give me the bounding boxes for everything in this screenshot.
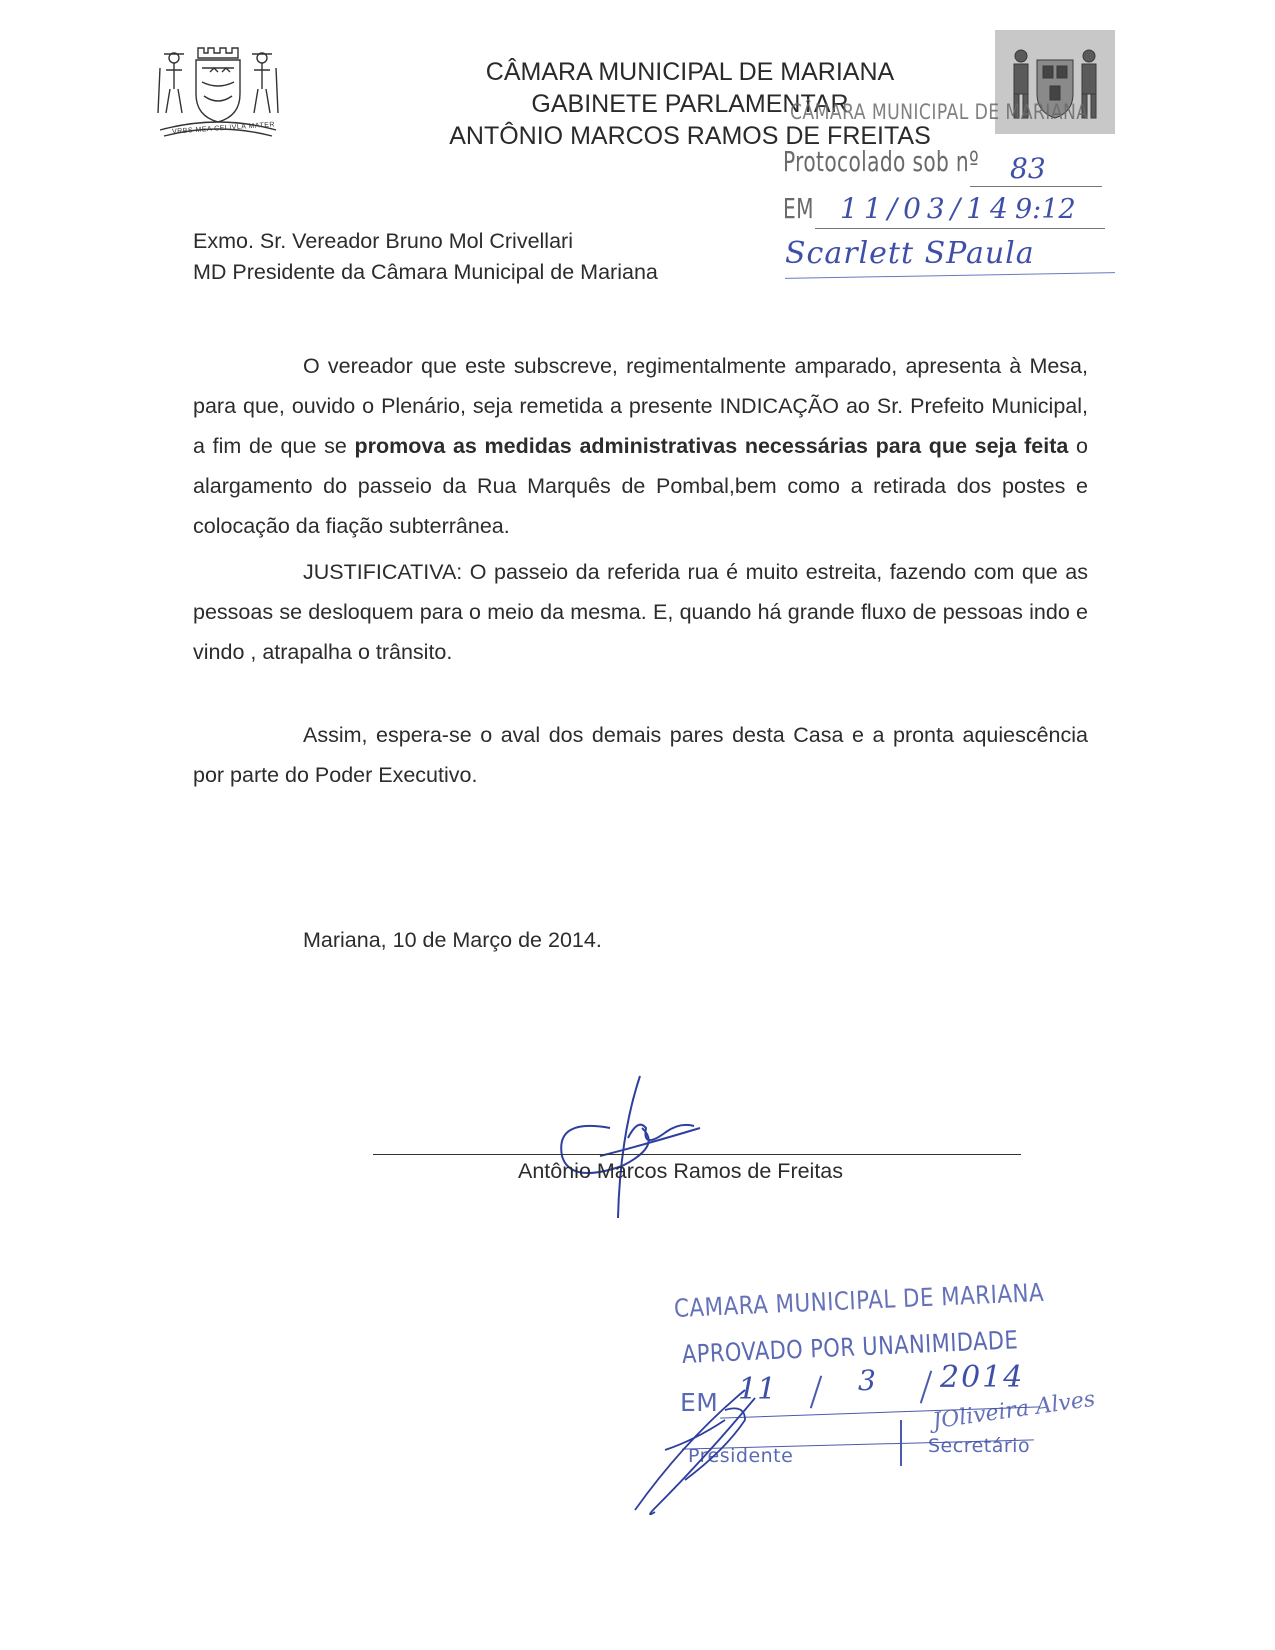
protocol-stamp-title: CÂMARA MUNICIPAL DE MARIANA <box>790 100 1089 124</box>
protocol-signature-underline <box>785 272 1115 279</box>
protocol-date-line <box>815 228 1105 229</box>
approval-em-label: EM <box>680 1388 719 1417</box>
date-line: Mariana, 10 de Março de 2014. <box>303 928 602 952</box>
author-signature-scrawl <box>540 1068 720 1218</box>
header-line-2: GABINETE PARLAMENTAR <box>531 90 849 118</box>
approval-month: 3 <box>858 1364 876 1397</box>
municipal-crest <box>150 38 285 148</box>
approval-stamp-line-2: APROVADO POR UNANIMIDADE <box>681 1325 1019 1369</box>
approval-secretary-signature: JOliveira Alves <box>931 1386 1097 1435</box>
p1-part-2: o alargamento do passeio da Rua Marquês de Pombal,bem como a retirada dos postes e colocação da fiação subterrânea. <box>193 434 1088 538</box>
addressee-line-2: MD Presidente da Câmara Municipal de Mariana <box>193 260 658 284</box>
body-paragraph-1 <box>193 346 1088 546</box>
crest-motto: VRBS MEA CELIVLA MATER <box>171 121 276 136</box>
approval-president-label: Presidente <box>688 1445 794 1467</box>
protocol-label: Protocolado sob nº <box>783 145 979 178</box>
protocol-signature: Scarlett SPaula <box>785 236 1035 271</box>
header-line-3: ANTÔNIO MARCOS RAMOS DE FREITAS <box>449 122 931 150</box>
protocol-date: 11/03/14 <box>840 192 1014 225</box>
protocol-number: 83 <box>1010 152 1046 185</box>
approval-stamp-line-1: CAMARA MUNICIPAL DE MARIANA <box>673 1277 1045 1323</box>
signatory-name: Antônio Marcos Ramos de Freitas <box>518 1159 844 1183</box>
p1-part-1: O vereador que este subscreve, regimentalmente amparado, apresenta à Mesa, para que, ouvido o Plenário, seja remetida a presente INDICAÇÃO ao Sr. Prefeito Municipal, a fim de que se <box>193 354 1088 458</box>
president-signature-scrawl <box>625 1380 765 1520</box>
addressee-line-1: Exmo. Sr. Vereador Bruno Mol Crivellari <box>193 229 573 253</box>
protocol-em-label: EM <box>783 192 814 225</box>
protocol-time: 9:12 <box>1015 194 1076 225</box>
body-paragraph-justificativa: JUSTIFICATIVA: O passeio da referida rua é muito estreita, fazendo com que as pessoas se desloquem para o meio da mesma. E, quando há grande fluxo de pessoas indo e vindo , atrapalha o trânsito. <box>193 560 1088 664</box>
approval-year: 2014 <box>940 1360 1025 1395</box>
approval-secretary-label: Secretário <box>928 1435 1031 1457</box>
body-paragraph-closing: Assim, espera-se o aval dos demais pares desta Casa e a pronta aquiescência por parte do Poder Executivo. <box>193 723 1088 787</box>
protocol-number-line <box>970 186 1102 187</box>
approval-vertical-divider <box>900 1420 902 1466</box>
approval-separator-2 <box>920 1371 932 1404</box>
header-line-1: CÂMARA MUNICIPAL DE MARIANA <box>485 58 895 86</box>
approval-day: 11 <box>738 1372 777 1407</box>
p1-bold-request: promova as medidas administrativas necessárias para que seja feita <box>354 434 1069 458</box>
signature-line <box>373 1154 1021 1155</box>
approval-separator-1 <box>810 1376 822 1409</box>
